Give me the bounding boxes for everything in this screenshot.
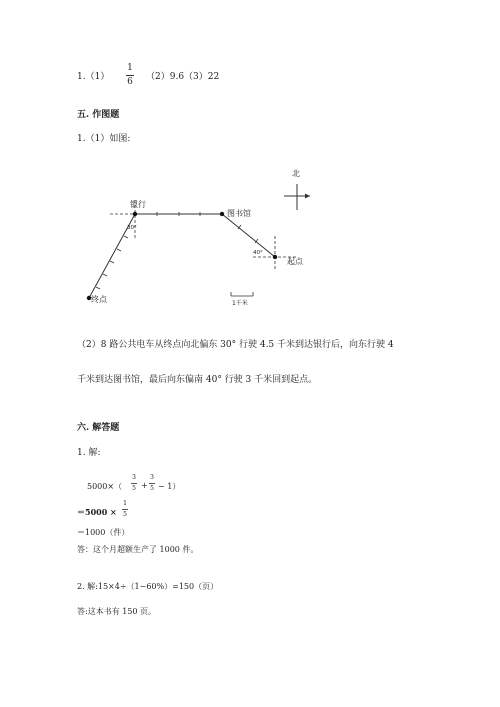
answer-2: 答:这本书有 150 页。 bbox=[77, 607, 157, 616]
fraction1-numerator: 3 bbox=[132, 474, 136, 481]
question-label: 1.（1）如图: bbox=[77, 134, 131, 144]
end-label: 终点 bbox=[91, 295, 107, 304]
paragraph-line-2: 千米到达图书馆，最后向东偏南 40° 行驶 3 千米回到起点。 bbox=[77, 375, 318, 385]
fraction1-denominator: 5 bbox=[132, 485, 136, 492]
north-label: 北 bbox=[292, 169, 300, 178]
fraction2-bar bbox=[149, 483, 155, 484]
fraction2-numerator: 3 bbox=[150, 474, 154, 481]
start-label: 起点 bbox=[287, 257, 303, 266]
answer-1: 答：这个月超额生产了 1000 件。 bbox=[77, 545, 199, 554]
fraction2-denominator: 5 bbox=[150, 485, 154, 492]
fraction-denominator: 6 bbox=[127, 77, 133, 87]
start-point bbox=[273, 255, 277, 259]
fraction3-bar bbox=[122, 509, 128, 510]
fraction3-numerator: 1 bbox=[123, 500, 127, 507]
library-point bbox=[220, 212, 224, 216]
question-label-1: 1. 解: bbox=[77, 448, 101, 458]
answer-line-prefix: 1.（1） bbox=[77, 72, 110, 82]
step3: ＝1000（件） bbox=[77, 528, 130, 537]
route-library-to-start bbox=[222, 214, 275, 257]
paragraph-line-1: （2）8 路公共电车从终点向北偏东 30° 行驶 4.5 千米到达银行后，向东行驶 4 bbox=[77, 340, 394, 350]
answer-line-rest: （2）9.6（3）22 bbox=[146, 72, 220, 82]
angle-30-label: 30° bbox=[127, 225, 137, 231]
scale-label: 1千米 bbox=[232, 300, 248, 307]
fraction3-denominator: 5 bbox=[123, 511, 127, 518]
section-title-answers: 六. 解答题 bbox=[77, 423, 120, 433]
section-title-drawing: 五. 作图题 bbox=[77, 110, 120, 120]
angle-40-label: 40° bbox=[253, 250, 263, 256]
fraction1-bar bbox=[131, 483, 137, 484]
step2-prefix: ＝5000 × bbox=[77, 507, 117, 517]
bank-label: 银行 bbox=[130, 200, 146, 209]
plus-sign: + bbox=[141, 481, 148, 490]
expression-suffix: − 1） bbox=[158, 482, 181, 491]
bank-point bbox=[133, 212, 137, 216]
scale-bar bbox=[231, 292, 253, 296]
question-2-solution: 2. 解:15×4÷（1−60%）=150（页） bbox=[77, 582, 219, 591]
fraction-numerator: 1 bbox=[127, 63, 133, 73]
expression-prefix: 5000×（ bbox=[87, 482, 123, 491]
north-arrow-icon bbox=[284, 184, 310, 210]
library-label: 图书馆 bbox=[227, 209, 251, 218]
